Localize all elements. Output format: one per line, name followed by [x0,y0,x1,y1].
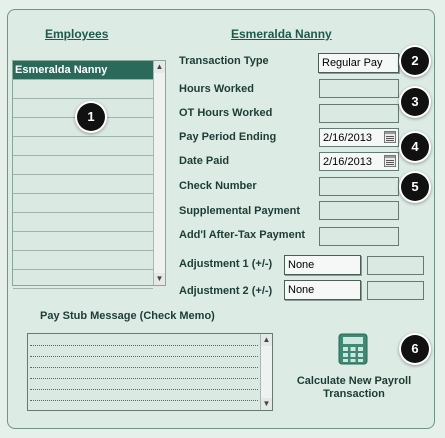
adjustment-2-amount-input[interactable] [367,281,424,300]
pay-period-ending-label: Pay Period Ending [179,131,277,143]
list-item[interactable]: Esmeralda Nanny [13,61,153,80]
callout-badge-1: 1 [77,103,105,131]
list-item[interactable] [13,137,153,156]
date-paid-label: Date Paid [179,155,230,167]
adjustment-1-label: Adjustment 1 (+/-) [179,258,273,270]
scroll-up-icon[interactable]: ▲ [262,335,271,344]
memo-scrollbar[interactable] [260,334,272,410]
pay-period-ending-value: 2/16/2013 [323,132,372,144]
list-item[interactable] [13,270,153,289]
employees-header: Employees [45,27,109,41]
adjustment-2-label: Adjustment 2 (+/-) [179,285,273,297]
calculator-icon[interactable] [338,333,368,365]
list-item[interactable] [13,156,153,175]
employee-name-header: Esmeralda Nanny [231,27,332,41]
list-item[interactable] [13,213,153,232]
callout-badge-4: 4 [401,133,429,161]
callout-badge-3: 3 [401,88,429,116]
list-item[interactable] [13,194,153,213]
scroll-down-icon[interactable]: ▼ [262,399,271,408]
check-number-input[interactable] [319,177,399,196]
scroll-up-icon[interactable]: ▲ [155,62,164,71]
callout-badge-6: 6 [401,335,429,363]
list-item[interactable] [13,80,153,99]
pay-stub-message-label: Pay Stub Message (Check Memo) [40,310,215,322]
pay-period-ending-input[interactable] [319,128,399,147]
calendar-icon[interactable] [384,131,396,143]
calculate-label-line1: Calculate New Payroll [296,375,412,387]
date-paid-value: 2/16/2013 [323,156,372,168]
list-item[interactable] [13,232,153,251]
after-tax-payment-label: Add'l After-Tax Payment [179,229,306,241]
callout-badge-5: 5 [401,173,429,201]
transaction-type-select[interactable]: Regular Pay [318,53,399,73]
scroll-down-icon[interactable]: ▼ [155,274,164,283]
calculate-payroll-button[interactable] [286,375,422,401]
hours-worked-input[interactable] [319,79,399,98]
hours-worked-label: Hours Worked [179,83,254,95]
calculate-label-line2: Transaction [323,388,385,400]
supplemental-payment-label: Supplemental Payment [179,205,301,217]
employee-list[interactable] [12,60,166,286]
pay-stub-message-textarea[interactable] [27,333,273,411]
callout-badge-2: 2 [401,47,429,75]
supplemental-payment-input[interactable] [319,201,399,220]
date-paid-input[interactable] [319,152,399,171]
after-tax-payment-input[interactable] [319,227,399,246]
list-item[interactable] [13,175,153,194]
ot-hours-input[interactable] [319,104,399,123]
transaction-type-label: Transaction Type [179,55,269,67]
adjustment-2-type-select[interactable]: None [284,280,361,300]
check-number-label: Check Number [179,180,257,192]
calendar-icon[interactable] [384,155,396,167]
ot-hours-label: OT Hours Worked [179,107,273,119]
list-item[interactable] [13,251,153,270]
adjustment-1-amount-input[interactable] [367,256,424,275]
adjustment-1-type-select[interactable]: None [284,255,361,275]
employee-list-scrollbar[interactable] [153,61,165,285]
